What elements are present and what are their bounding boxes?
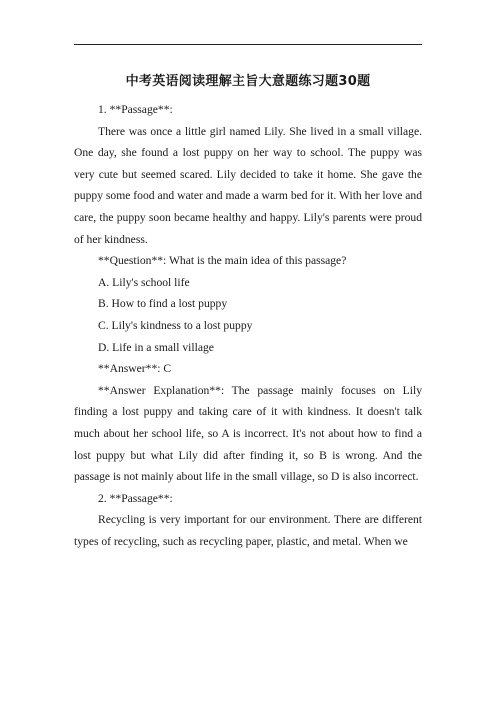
- passage-1-text: There was once a little girl named Lily. She lived in a small village. One day, she found a lost puppy on her way to school. The puppy was very cute but seemed scared. Lily decided to take it home. She gave the puppy some food and water and made a warm bed for it. With her love and care, the puppy soon became healthy and happy. Lily's parents were proud of her kindness.: [74, 124, 422, 246]
- option-a: A. Lily's school life: [98, 275, 190, 289]
- question-1-prompt: **Question**: What is the main idea of this passage?: [98, 254, 347, 268]
- question-1-label: 1. **Passage**:: [98, 103, 173, 116]
- passage-2-text: Recycling is very important for our environment. There are different types of recycling, such as recycling paper, plastic, and metal. When we: [74, 513, 422, 548]
- answer-explanation-1: **Answer Explanation**: The passage mainly focuses on Lily finding a lost puppy and taking care of it with kindness. It doesn't talk much about her school life, so A is incorrect. It's not about how to find a lost puppy but what Lily did after finding it, so B is wrong. And the passage is not mainly about life in the small village, so D is also incorrect.: [74, 383, 422, 484]
- page-title: 中考英语阅读理解主旨大意题练习题30题: [125, 74, 371, 89]
- answer-1: **Answer**: C: [98, 362, 172, 376]
- option-b: B. How to find a lost puppy: [98, 297, 228, 311]
- header-rule: [74, 44, 422, 45]
- option-d: D. Life in a small village: [98, 340, 214, 354]
- question-2-label: 2. **Passage**:: [98, 491, 173, 505]
- option-c: C. Lily's kindness to a lost puppy: [98, 318, 253, 332]
- document-body: [74, 99, 422, 552]
